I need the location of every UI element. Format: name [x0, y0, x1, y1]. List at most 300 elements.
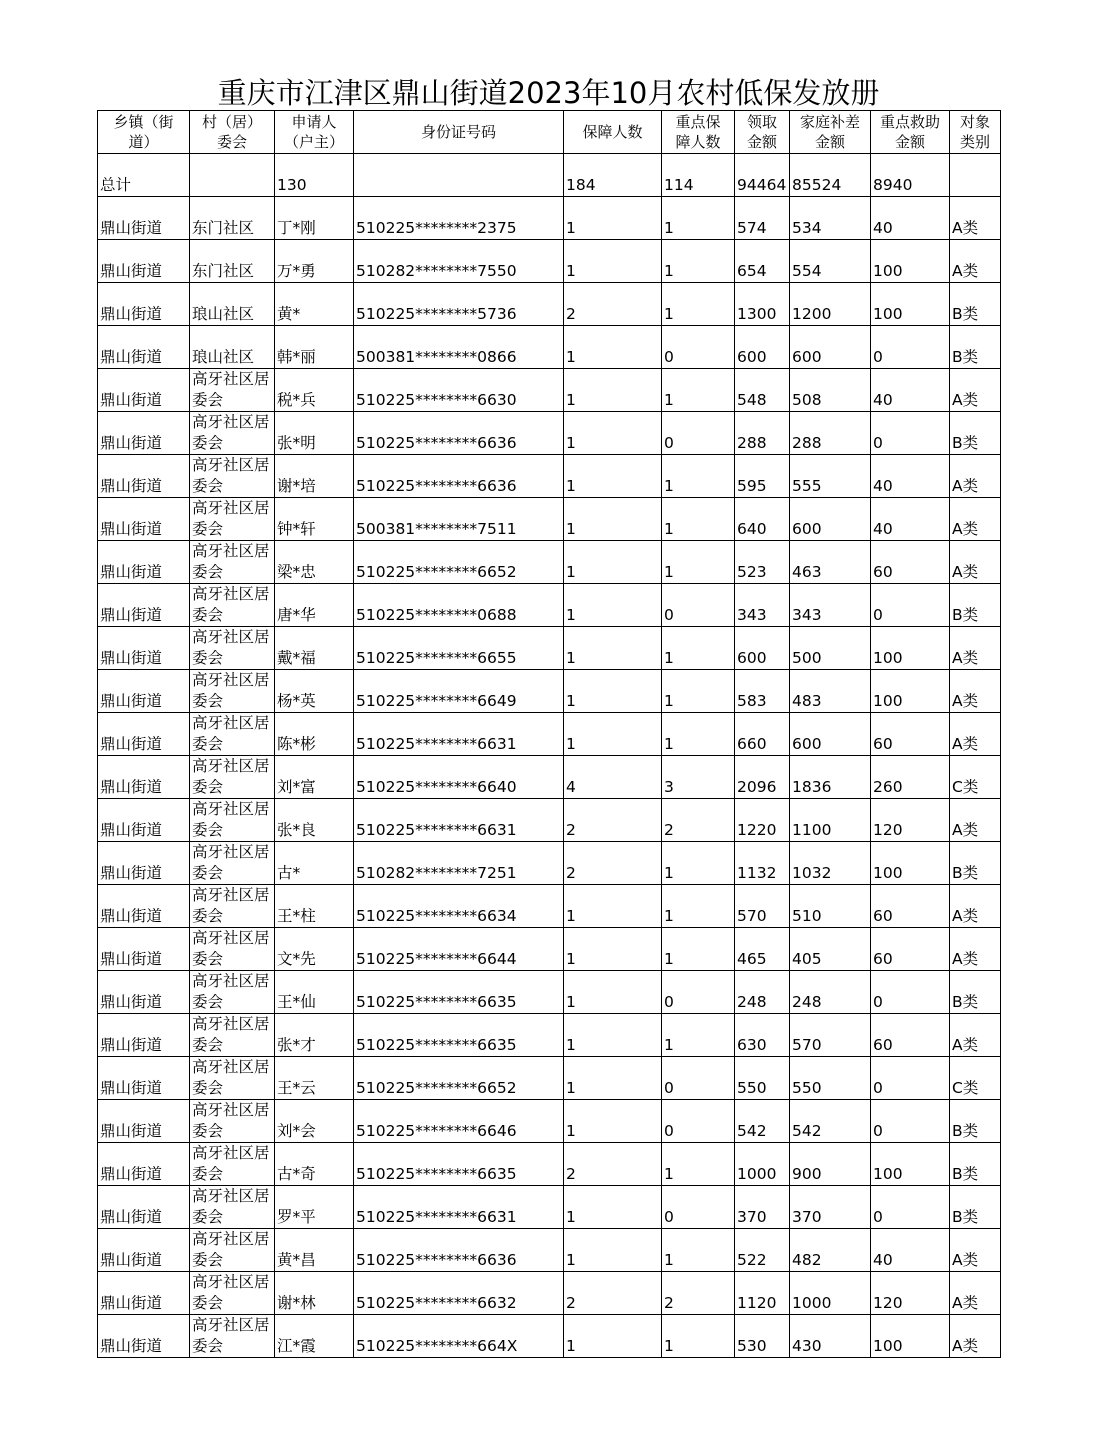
village-cell: 高牙社区居委会 [190, 756, 275, 799]
village-cell: 高牙社区居委会 [190, 1100, 275, 1143]
key-persons-cell: 1 [662, 1014, 735, 1057]
id-number-cell: 510225********6640 [354, 756, 564, 799]
total-key-persons: 114 [662, 154, 735, 197]
id-number-cell: 510225********6631 [354, 1186, 564, 1229]
key-persons-cell: 1 [662, 197, 735, 240]
family-supplement-cell: 482 [790, 1229, 871, 1272]
village-cell: 高牙社区居委会 [190, 369, 275, 412]
amount-cell: 574 [735, 197, 790, 240]
table-row [98, 1014, 1001, 1057]
column-header-line: 乡镇（街 [113, 113, 174, 131]
amount-cell: 523 [735, 541, 790, 584]
key-persons-cell: 0 [662, 971, 735, 1014]
total-row [98, 154, 1001, 197]
table-row [98, 799, 1001, 842]
key-aid-cell: 100 [871, 1315, 950, 1358]
village-cell: 高牙社区居委会 [190, 1229, 275, 1272]
key-persons-cell: 1 [662, 627, 735, 670]
table-row [98, 455, 1001, 498]
table-row [98, 1272, 1001, 1315]
key-aid-cell: 0 [871, 971, 950, 1014]
family-supplement-cell: 508 [790, 369, 871, 412]
persons-cell: 1 [564, 1315, 662, 1358]
relief-table [97, 110, 1001, 1358]
amount-cell: 1132 [735, 842, 790, 885]
family-supplement-cell: 343 [790, 584, 871, 627]
id-number-cell: 500381********0866 [354, 326, 564, 369]
persons-cell: 2 [564, 283, 662, 326]
applicant-cell: 韩*丽 [275, 326, 354, 369]
family-supplement-cell: 248 [790, 971, 871, 1014]
persons-cell: 1 [564, 455, 662, 498]
key-aid-cell: 100 [871, 283, 950, 326]
column-header [790, 111, 871, 154]
total-family-supplement: 85524 [790, 154, 871, 197]
village-cell: 高牙社区居委会 [190, 498, 275, 541]
persons-cell: 2 [564, 799, 662, 842]
total-category [950, 154, 1001, 197]
village-cell: 高牙社区居委会 [190, 971, 275, 1014]
amount-cell: 2096 [735, 756, 790, 799]
village-cell: 琅山社区 [190, 326, 275, 369]
persons-cell: 1 [564, 541, 662, 584]
table-row [98, 584, 1001, 627]
id-number-cell: 510225********6630 [354, 369, 564, 412]
applicant-cell: 杨*英 [275, 670, 354, 713]
applicant-cell: 王*柱 [275, 885, 354, 928]
town-cell: 鼎山街道 [98, 1057, 190, 1100]
column-header [564, 111, 662, 154]
table-row [98, 326, 1001, 369]
key-persons-cell: 1 [662, 541, 735, 584]
family-supplement-cell: 554 [790, 240, 871, 283]
id-number-cell: 510225********6632 [354, 1272, 564, 1315]
amount-cell: 548 [735, 369, 790, 412]
column-header-line: 申请人 [291, 113, 337, 131]
key-aid-cell: 40 [871, 197, 950, 240]
key-aid-cell: 60 [871, 713, 950, 756]
applicant-cell: 唐*华 [275, 584, 354, 627]
key-persons-cell: 1 [662, 713, 735, 756]
village-cell: 高牙社区居委会 [190, 1315, 275, 1358]
applicant-cell: 刘*富 [275, 756, 354, 799]
key-aid-cell: 40 [871, 455, 950, 498]
category-cell: A类 [950, 928, 1001, 971]
village-cell: 高牙社区居委会 [190, 412, 275, 455]
column-header-line: 委会 [216, 133, 247, 151]
table-row [98, 1100, 1001, 1143]
town-cell: 鼎山街道 [98, 455, 190, 498]
column-header [735, 111, 790, 154]
category-cell: B类 [950, 326, 1001, 369]
persons-cell: 4 [564, 756, 662, 799]
key-aid-cell: 0 [871, 584, 950, 627]
town-cell: 鼎山街道 [98, 713, 190, 756]
persons-cell: 1 [564, 412, 662, 455]
family-supplement-cell: 1100 [790, 799, 871, 842]
key-aid-cell: 100 [871, 627, 950, 670]
key-persons-cell: 2 [662, 799, 735, 842]
key-aid-cell: 0 [871, 326, 950, 369]
table-row [98, 627, 1001, 670]
category-cell: A类 [950, 713, 1001, 756]
id-number-cell: 510225********6631 [354, 799, 564, 842]
family-supplement-cell: 1200 [790, 283, 871, 326]
village-cell: 琅山社区 [190, 283, 275, 326]
amount-cell: 465 [735, 928, 790, 971]
category-cell: B类 [950, 1100, 1001, 1143]
family-supplement-cell: 463 [790, 541, 871, 584]
category-cell: A类 [950, 1229, 1001, 1272]
family-supplement-cell: 1032 [790, 842, 871, 885]
town-cell: 鼎山街道 [98, 799, 190, 842]
category-cell: B类 [950, 971, 1001, 1014]
family-supplement-cell: 600 [790, 498, 871, 541]
category-cell: B类 [950, 1186, 1001, 1229]
persons-cell: 1 [564, 369, 662, 412]
persons-cell: 1 [564, 197, 662, 240]
total-amount: 94464 [735, 154, 790, 197]
persons-cell: 1 [564, 1186, 662, 1229]
applicant-cell: 张*才 [275, 1014, 354, 1057]
village-cell: 高牙社区居委会 [190, 1143, 275, 1186]
family-supplement-cell: 510 [790, 885, 871, 928]
persons-cell: 2 [564, 1272, 662, 1315]
id-number-cell: 510225********6636 [354, 412, 564, 455]
applicant-cell: 万*勇 [275, 240, 354, 283]
family-supplement-cell: 600 [790, 326, 871, 369]
table-row [98, 1315, 1001, 1358]
key-persons-cell: 1 [662, 455, 735, 498]
amount-cell: 370 [735, 1186, 790, 1229]
key-aid-cell: 40 [871, 369, 950, 412]
applicant-cell: 罗*平 [275, 1186, 354, 1229]
town-cell: 鼎山街道 [98, 1315, 190, 1358]
category-cell: A类 [950, 1315, 1001, 1358]
table-row [98, 197, 1001, 240]
village-cell: 高牙社区居委会 [190, 455, 275, 498]
family-supplement-cell: 1000 [790, 1272, 871, 1315]
village-cell: 高牙社区居委会 [190, 713, 275, 756]
id-number-cell: 510225********6635 [354, 1143, 564, 1186]
total-persons: 184 [564, 154, 662, 197]
key-persons-cell: 1 [662, 928, 735, 971]
total-label: 总计 [98, 154, 190, 197]
key-persons-cell: 1 [662, 885, 735, 928]
persons-cell: 1 [564, 1100, 662, 1143]
id-number-cell: 510225********6636 [354, 1229, 564, 1272]
key-aid-cell: 60 [871, 541, 950, 584]
persons-cell: 1 [564, 498, 662, 541]
total-village [190, 154, 275, 197]
id-number-cell: 510225********6635 [354, 971, 564, 1014]
column-header-line: 重点救助 [879, 113, 940, 131]
column-header-line: 保障人数 [582, 123, 643, 141]
family-supplement-cell: 900 [790, 1143, 871, 1186]
category-cell: A类 [950, 627, 1001, 670]
column-header-line: 金额 [814, 133, 845, 151]
key-aid-cell: 100 [871, 1143, 950, 1186]
family-supplement-cell: 1836 [790, 756, 871, 799]
key-persons-cell: 0 [662, 1186, 735, 1229]
id-number-cell: 510225********6646 [354, 1100, 564, 1143]
key-persons-cell: 3 [662, 756, 735, 799]
column-header-line: 金额 [894, 133, 925, 151]
village-cell: 高牙社区居委会 [190, 584, 275, 627]
town-cell: 鼎山街道 [98, 326, 190, 369]
applicant-cell: 谢*培 [275, 455, 354, 498]
key-persons-cell: 1 [662, 1315, 735, 1358]
applicant-cell: 王*云 [275, 1057, 354, 1100]
table-row [98, 971, 1001, 1014]
town-cell: 鼎山街道 [98, 627, 190, 670]
column-header-line: 金额 [746, 133, 777, 151]
key-persons-cell: 0 [662, 326, 735, 369]
key-persons-cell: 1 [662, 498, 735, 541]
category-cell: A类 [950, 885, 1001, 928]
applicant-cell: 黄* [275, 283, 354, 326]
family-supplement-cell: 600 [790, 713, 871, 756]
town-cell: 鼎山街道 [98, 412, 190, 455]
total-applicant-count: 130 [275, 154, 354, 197]
family-supplement-cell: 405 [790, 928, 871, 971]
town-cell: 鼎山街道 [98, 283, 190, 326]
key-persons-cell: 0 [662, 1057, 735, 1100]
key-aid-cell: 0 [871, 412, 950, 455]
applicant-cell: 谢*林 [275, 1272, 354, 1315]
table-row [98, 412, 1001, 455]
village-cell: 高牙社区居委会 [190, 627, 275, 670]
table-row [98, 1143, 1001, 1186]
column-header [190, 111, 275, 154]
category-cell: B类 [950, 842, 1001, 885]
id-number-cell: 500381********7511 [354, 498, 564, 541]
persons-cell: 1 [564, 670, 662, 713]
id-number-cell: 510225********6652 [354, 1057, 564, 1100]
category-cell: A类 [950, 455, 1001, 498]
id-number-cell: 510225********5736 [354, 283, 564, 326]
table-row [98, 369, 1001, 412]
applicant-cell: 钟*轩 [275, 498, 354, 541]
amount-cell: 522 [735, 1229, 790, 1272]
town-cell: 鼎山街道 [98, 197, 190, 240]
village-cell: 东门社区 [190, 197, 275, 240]
applicant-cell: 张*良 [275, 799, 354, 842]
applicant-cell: 王*仙 [275, 971, 354, 1014]
persons-cell: 1 [564, 627, 662, 670]
persons-cell: 1 [564, 1057, 662, 1100]
persons-cell: 1 [564, 584, 662, 627]
village-cell: 高牙社区居委会 [190, 1014, 275, 1057]
family-supplement-cell: 550 [790, 1057, 871, 1100]
town-cell: 鼎山街道 [98, 584, 190, 627]
village-cell: 高牙社区居委会 [190, 1186, 275, 1229]
category-cell: A类 [950, 541, 1001, 584]
applicant-cell: 古* [275, 842, 354, 885]
table-row [98, 283, 1001, 326]
amount-cell: 570 [735, 885, 790, 928]
family-supplement-cell: 370 [790, 1186, 871, 1229]
key-aid-cell: 40 [871, 1229, 950, 1272]
village-cell: 高牙社区居委会 [190, 799, 275, 842]
table-body [98, 154, 1001, 1358]
town-cell: 鼎山街道 [98, 1014, 190, 1057]
category-cell: A类 [950, 197, 1001, 240]
category-cell: B类 [950, 584, 1001, 627]
persons-cell: 2 [564, 842, 662, 885]
column-header-line: 对象 [959, 113, 990, 131]
column-header [98, 111, 190, 154]
id-number-cell: 510225********6649 [354, 670, 564, 713]
key-persons-cell: 0 [662, 584, 735, 627]
town-cell: 鼎山街道 [98, 928, 190, 971]
village-cell: 高牙社区居委会 [190, 885, 275, 928]
applicant-cell: 江*霞 [275, 1315, 354, 1358]
category-cell: A类 [950, 670, 1001, 713]
persons-cell: 1 [564, 1014, 662, 1057]
amount-cell: 1300 [735, 283, 790, 326]
key-aid-cell: 100 [871, 670, 950, 713]
id-number-cell: 510225********6635 [354, 1014, 564, 1057]
key-persons-cell: 0 [662, 1100, 735, 1143]
table-row [98, 756, 1001, 799]
column-header-line: 村（居） [201, 113, 262, 131]
persons-cell: 1 [564, 1229, 662, 1272]
persons-cell: 1 [564, 971, 662, 1014]
village-cell: 高牙社区居委会 [190, 1057, 275, 1100]
town-cell: 鼎山街道 [98, 1143, 190, 1186]
amount-cell: 530 [735, 1315, 790, 1358]
town-cell: 鼎山街道 [98, 1186, 190, 1229]
amount-cell: 1220 [735, 799, 790, 842]
category-cell: A类 [950, 1014, 1001, 1057]
category-cell: B类 [950, 283, 1001, 326]
applicant-cell: 古*奇 [275, 1143, 354, 1186]
amount-cell: 583 [735, 670, 790, 713]
key-aid-cell: 100 [871, 240, 950, 283]
family-supplement-cell: 534 [790, 197, 871, 240]
village-cell: 高牙社区居委会 [190, 541, 275, 584]
family-supplement-cell: 500 [790, 627, 871, 670]
category-cell: B类 [950, 1143, 1001, 1186]
village-cell: 高牙社区居委会 [190, 1272, 275, 1315]
table-row [98, 240, 1001, 283]
table-row [98, 885, 1001, 928]
key-persons-cell: 1 [662, 283, 735, 326]
total-key-aid: 8940 [871, 154, 950, 197]
applicant-cell: 文*先 [275, 928, 354, 971]
applicant-cell: 陈*彬 [275, 713, 354, 756]
id-number-cell: 510225********6636 [354, 455, 564, 498]
table-row [98, 1229, 1001, 1272]
column-header-line: 领取 [746, 113, 777, 131]
table-row [98, 541, 1001, 584]
amount-cell: 600 [735, 326, 790, 369]
id-number-cell: 510225********664X [354, 1315, 564, 1358]
table-row [98, 842, 1001, 885]
amount-cell: 343 [735, 584, 790, 627]
key-aid-cell: 40 [871, 498, 950, 541]
column-header [662, 111, 735, 154]
id-number-cell: 510282********7251 [354, 842, 564, 885]
town-cell: 鼎山街道 [98, 1229, 190, 1272]
applicant-cell: 戴*福 [275, 627, 354, 670]
town-cell: 鼎山街道 [98, 498, 190, 541]
table-row [98, 670, 1001, 713]
id-number-cell: 510225********6652 [354, 541, 564, 584]
town-cell: 鼎山街道 [98, 240, 190, 283]
key-aid-cell: 100 [871, 842, 950, 885]
family-supplement-cell: 288 [790, 412, 871, 455]
table-row [98, 928, 1001, 971]
village-cell: 高牙社区居委会 [190, 842, 275, 885]
id-number-cell: 510225********6631 [354, 713, 564, 756]
category-cell: C类 [950, 1057, 1001, 1100]
family-supplement-cell: 542 [790, 1100, 871, 1143]
total-id [354, 154, 564, 197]
amount-cell: 654 [735, 240, 790, 283]
key-aid-cell: 0 [871, 1100, 950, 1143]
category-cell: B类 [950, 412, 1001, 455]
column-header-line: 身份证号码 [420, 123, 496, 141]
id-number-cell: 510282********7550 [354, 240, 564, 283]
applicant-cell: 梁*忠 [275, 541, 354, 584]
amount-cell: 550 [735, 1057, 790, 1100]
header-row [98, 111, 1001, 154]
column-header-line: 类别 [959, 133, 990, 151]
key-persons-cell: 1 [662, 1229, 735, 1272]
key-aid-cell: 120 [871, 1272, 950, 1315]
column-header [354, 111, 564, 154]
family-supplement-cell: 555 [790, 455, 871, 498]
page-title: 重庆市江津区鼎山街道2023年10月农村低保发放册 [217, 76, 880, 110]
persons-cell: 1 [564, 928, 662, 971]
village-cell: 东门社区 [190, 240, 275, 283]
key-aid-cell: 0 [871, 1057, 950, 1100]
key-persons-cell: 1 [662, 670, 735, 713]
amount-cell: 1120 [735, 1272, 790, 1315]
id-number-cell: 510225********6644 [354, 928, 564, 971]
category-cell: A类 [950, 498, 1001, 541]
key-aid-cell: 60 [871, 885, 950, 928]
key-persons-cell: 0 [662, 412, 735, 455]
applicant-cell: 税*兵 [275, 369, 354, 412]
town-cell: 鼎山街道 [98, 369, 190, 412]
table-row [98, 713, 1001, 756]
table-row [98, 1186, 1001, 1229]
persons-cell: 2 [564, 1143, 662, 1186]
id-number-cell: 510225********0688 [354, 584, 564, 627]
family-supplement-cell: 430 [790, 1315, 871, 1358]
column-header [275, 111, 354, 154]
column-header-line: （户主） [283, 133, 344, 151]
key-aid-cell: 60 [871, 928, 950, 971]
town-cell: 鼎山街道 [98, 756, 190, 799]
town-cell: 鼎山街道 [98, 1272, 190, 1315]
amount-cell: 288 [735, 412, 790, 455]
key-persons-cell: 1 [662, 369, 735, 412]
amount-cell: 630 [735, 1014, 790, 1057]
amount-cell: 1000 [735, 1143, 790, 1186]
category-cell: A类 [950, 799, 1001, 842]
town-cell: 鼎山街道 [98, 885, 190, 928]
id-number-cell: 510225********6655 [354, 627, 564, 670]
category-cell: A类 [950, 1272, 1001, 1315]
id-number-cell: 510225********2375 [354, 197, 564, 240]
town-cell: 鼎山街道 [98, 842, 190, 885]
applicant-cell: 张*明 [275, 412, 354, 455]
key-persons-cell: 1 [662, 240, 735, 283]
